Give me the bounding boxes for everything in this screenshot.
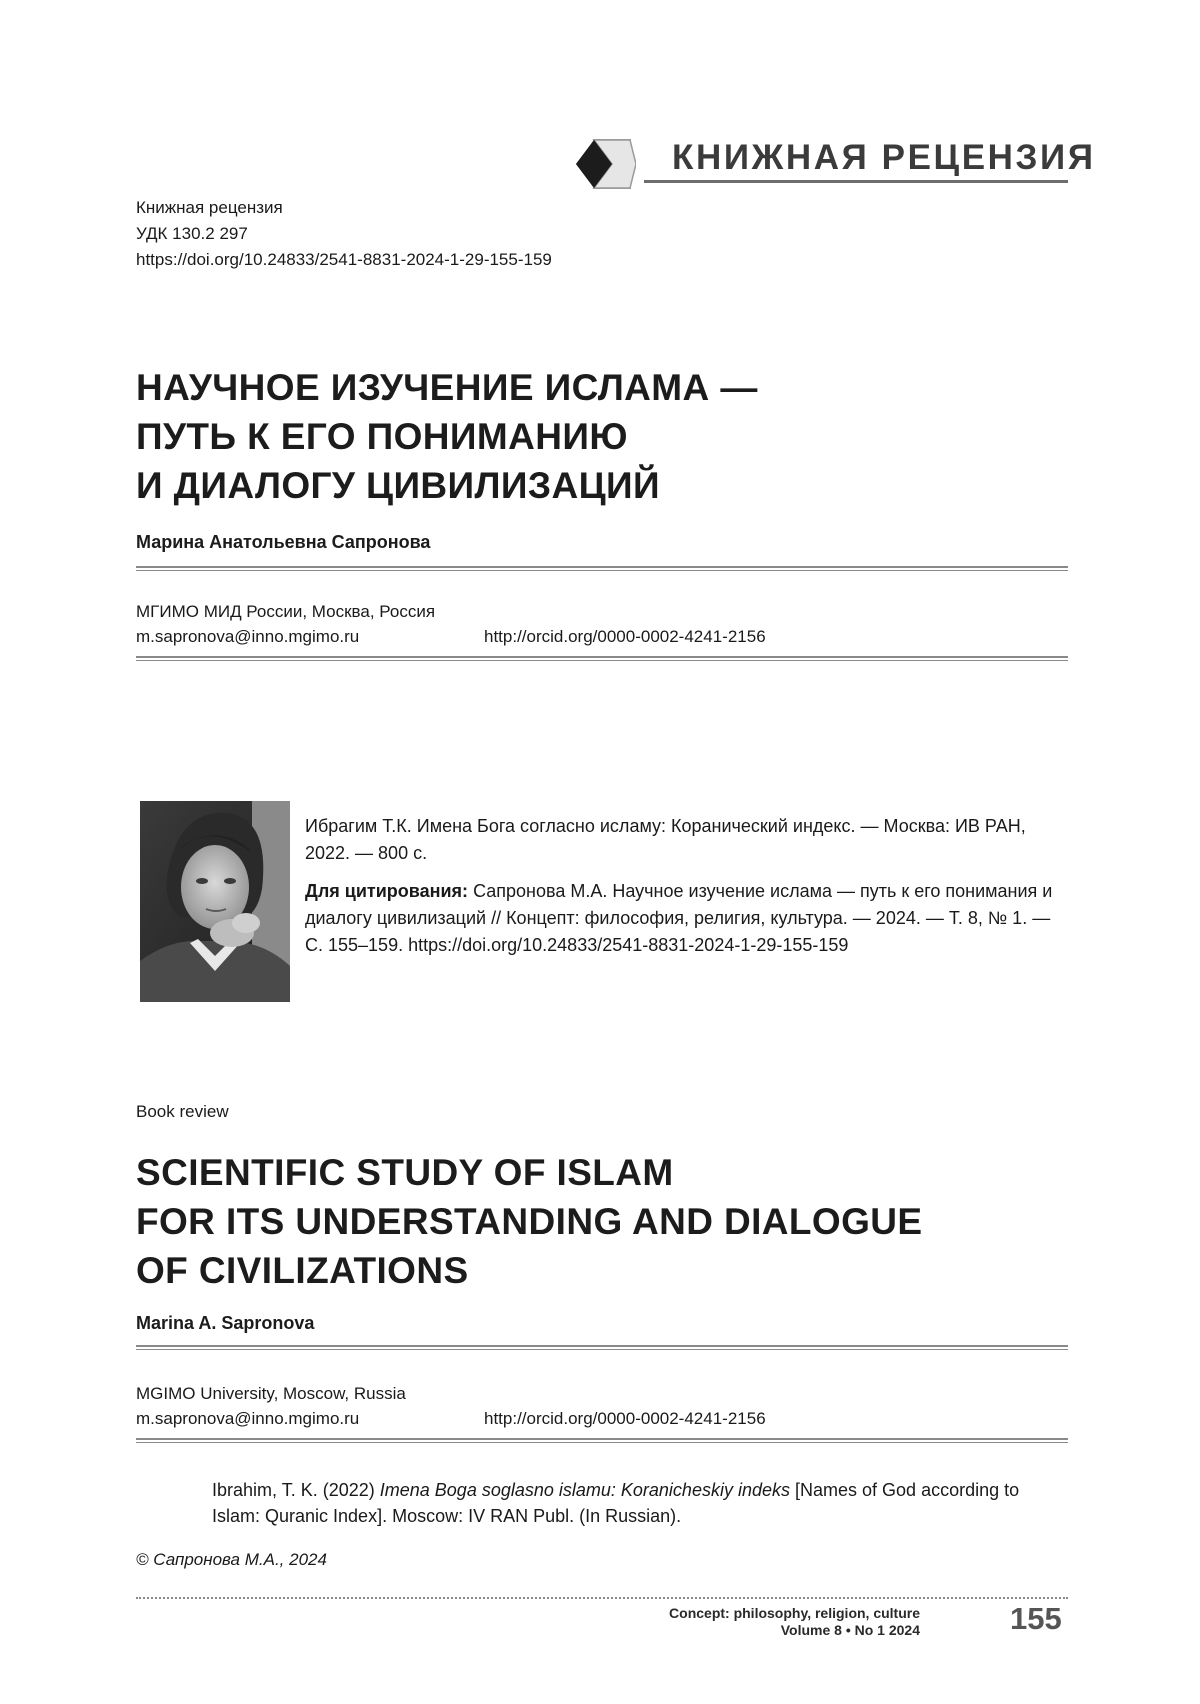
book-reference-en	[212, 1477, 1070, 1529]
ref-suffix: [Names of God according to Islam: Quranic Index]. Moscow: IV RAN Publ. (In Russian).	[212, 1480, 1020, 1526]
journal-name: Concept: philosophy, religion, culture	[669, 1605, 920, 1621]
divider	[136, 1438, 1068, 1443]
book-reference-ru: Ибрагим Т.К. Имена Бога согласно исламу: Коранический индекс. — Москва: ИВ РАН, 2022. — 800 с.	[305, 816, 1026, 863]
journal-issue: Volume 8 • No 1 2024	[780, 1622, 920, 1638]
orcid-link[interactable]: http://orcid.org/0000-0002-4241-2156	[484, 627, 766, 646]
author-name-ru: Марина Анатольевна Сапронова	[136, 532, 431, 552]
ref-title: Imena Boga soglasno islamu: Koranicheskiy indeks	[379, 1480, 790, 1500]
author-name-en: Marina A. Sapronova	[136, 1313, 315, 1333]
footer-rule	[136, 1597, 1068, 1599]
divider	[136, 656, 1068, 661]
article-type-ru: Книжная рецензия	[136, 198, 283, 217]
divider	[136, 566, 1068, 571]
title-ru-line: НАУЧНОЕ ИЗУЧЕНИЕ ИСЛАМА —	[136, 367, 758, 408]
affiliation-text: MGIMO University, Moscow, Russia	[136, 1384, 406, 1403]
cube-logo-icon	[572, 137, 636, 191]
affiliation-ru	[136, 599, 1068, 649]
citation-text	[305, 878, 1069, 959]
article-title-en	[136, 1148, 922, 1295]
article-type-en: Book review	[136, 1102, 229, 1121]
doi-link[interactable]: https://doi.org/10.24833/2541-8831-2024-1-29-155-159	[136, 250, 552, 269]
author-photo	[140, 801, 290, 1002]
citation-block	[305, 813, 1069, 970]
section-header	[572, 130, 1096, 190]
article-meta	[136, 195, 552, 273]
title-ru-line: И ДИАЛОГУ ЦИВИЛИЗАЦИЙ	[136, 465, 661, 506]
divider	[136, 1345, 1068, 1350]
footer-journal	[600, 1605, 920, 1639]
section-title: КНИЖНАЯ РЕЦЕНЗИЯ	[672, 138, 1096, 177]
title-en-line: FOR ITS UNDERSTANDING AND DIALOGUE	[136, 1201, 923, 1242]
section-rule	[644, 180, 1068, 183]
author-email[interactable]: m.sapronova@inno.mgimo.ru	[136, 627, 360, 646]
article-title-ru	[136, 363, 758, 510]
title-en-line: OF CIVILIZATIONS	[136, 1250, 469, 1291]
affiliation-text: МГИМО МИД России, Москва, Россия	[136, 602, 436, 621]
title-ru-line: ПУТЬ К ЕГО ПОНИМАНИЮ	[136, 416, 628, 457]
copyright: © Сапронова М.А., 2024	[136, 1550, 327, 1569]
title-en-line: SCIENTIFIC STUDY OF ISLAM	[136, 1152, 674, 1193]
orcid-link[interactable]: http://orcid.org/0000-0002-4241-2156	[484, 1409, 766, 1428]
citation-body: Сапронова М.А. Научное изучение ислама — путь к его понимания и диалогу цивилизаций // Концепт: философия, религия, культура. — 2024. — Т. 8, № 1. — С. 155–159. https://doi.org/10.24833/2541-8831-2024-1-29-155-159	[305, 881, 1053, 955]
citation-label: Для цитирования:	[305, 881, 469, 901]
ref-prefix: Ibrahim, T. K. (2022)	[212, 1480, 375, 1500]
affiliation-en	[136, 1381, 1068, 1431]
page-number: 155	[1010, 1601, 1062, 1636]
author-email[interactable]: m.sapronova@inno.mgimo.ru	[136, 1409, 360, 1428]
udc-code: УДК 130.2 297	[136, 224, 248, 243]
